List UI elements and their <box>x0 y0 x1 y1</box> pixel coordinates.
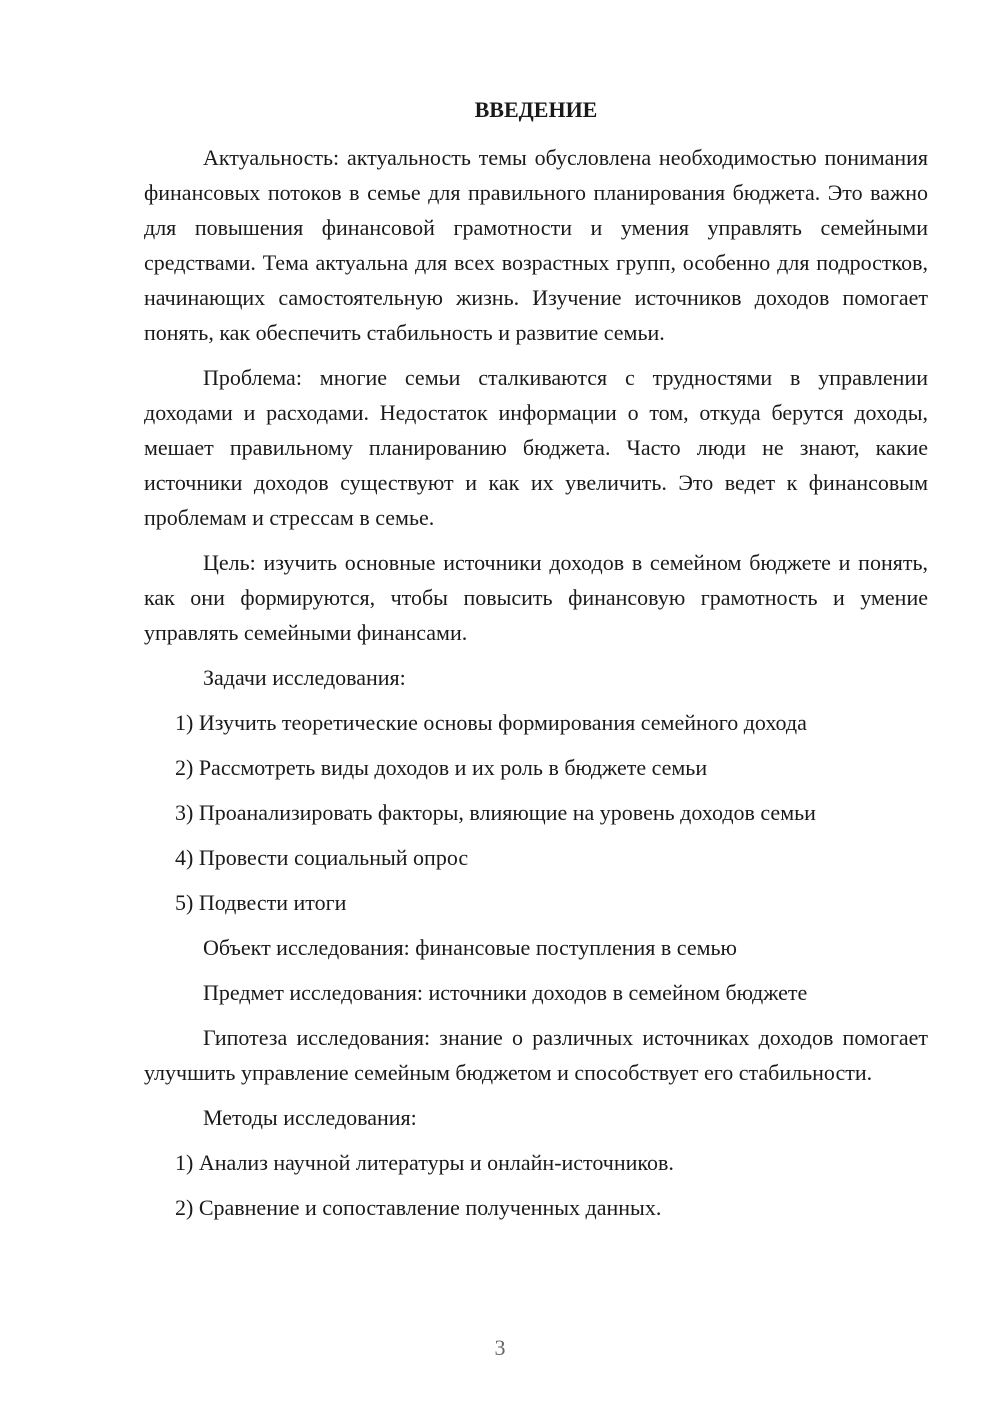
problem-paragraph: Проблема: многие семьи сталкиваются с трудностями в управлении доходами и расходами. Недостаток информации о том, откуда берутся доходы, мешает правильному планированию бюджета. Часто люди не знают, какие источники доходов существуют и как их увеличить. Это ведет к финансовым проблемам и стрессам в семье. <box>144 365 928 530</box>
method-item: 1) Анализ научной литературы и онлайн-источников. <box>175 1150 674 1175</box>
task-item: 1) Изучить теоретические основы формирования семейного дохода <box>175 710 807 735</box>
hypothesis-paragraph: Гипотеза исследования: знание о различных источниках доходов помогает улучшить управление семейным бюджетом и способствует его стабильности. <box>144 1025 928 1085</box>
goal-paragraph: Цель: изучить основные источники доходов в семейном бюджете и понять, как они формируются, чтобы повысить финансовую грамотность и умение управлять семейными финансами. <box>144 550 928 645</box>
task-item: 5) Подвести итоги <box>175 890 347 915</box>
task-item: 4) Провести социальный опрос <box>175 845 469 870</box>
page-content <box>144 92 928 1235</box>
page-number: 3 <box>494 1335 506 1360</box>
task-item: 3) Проанализировать факторы, влияющие на уровень доходов семьи <box>175 800 816 825</box>
page-heading: ВВЕДЕНИЕ <box>474 97 598 122</box>
methods-title: Методы исследования: <box>203 1105 417 1130</box>
research-object: Объект исследования: финансовые поступления в семью <box>203 935 737 960</box>
method-item: 2) Сравнение и сопоставление полученных данных. <box>175 1195 662 1220</box>
research-subject: Предмет исследования: источники доходов в семейном бюджете <box>203 980 808 1005</box>
tasks-title: Задачи исследования: <box>203 665 406 690</box>
relevance-paragraph: Актуальность: актуальность темы обусловлена необходимостью понимания финансовых потоков в семье для правильного планирования бюджета. Это важно для повышения финансовой грамотности и умения управлять семейными средствами. Тема актуальна для всех возрастных групп, особенно для подростков, начинающих самостоятельную жизнь. Изучение источников доходов помогает понять, как обеспечить стабильность и развитие семьи. <box>144 145 928 345</box>
task-item: 2) Рассмотреть виды доходов и их роль в бюджете семьи <box>175 755 708 780</box>
